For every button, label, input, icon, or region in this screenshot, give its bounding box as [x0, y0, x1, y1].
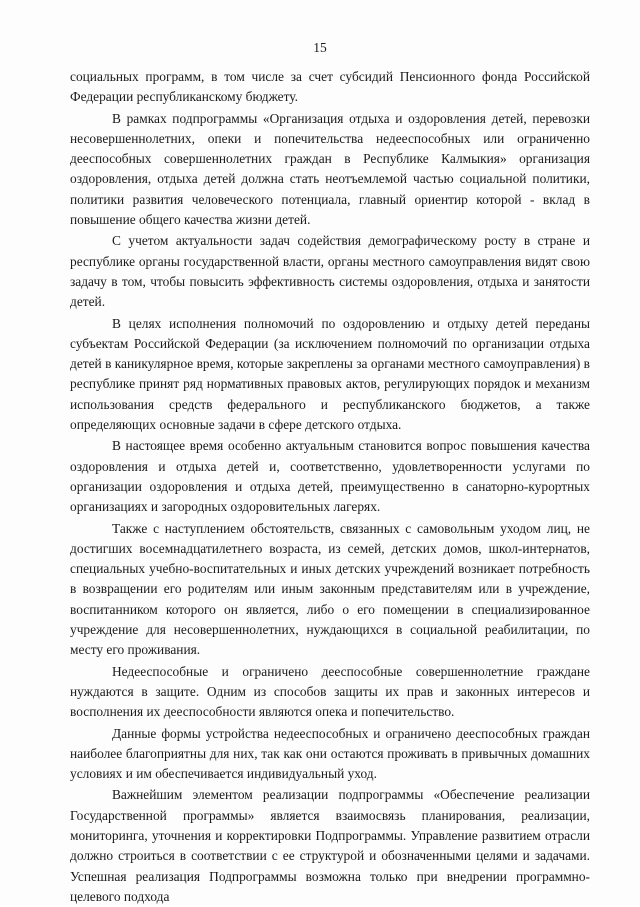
- paragraph-runaway-minors: Также с наступлением обстоятельств, связанных с самовольным уходом лиц, не достигших восемнадцатилетнего возраста, из семей, детских домов, школ-интернатов, специальных учебно-воспитательных и иных детских учреждений возникает потребность в возвращении его родителям или иным законным представителям или в учреждение, воспитанником которого он является, либо о его помещении в специализированное учреждение для несовершеннолетних, нуждающихся в социальной реабилитации, по месту его проживания.: [70, 520, 590, 658]
- paragraph-incapacitated-citizens: Недееспособные и ограничено дееспособные совершеннолетние граждане нуждаются в защите. Одним из способов защиты их прав и законных интересов и восполнения их дееспособности являются опека и попечительство.: [70, 663, 590, 720]
- paragraph-forms-of-care: Данные формы устройства недееспособных и ограничено дееспособных граждан наиболее благоприятны для них, так как они остаются проживать в привычных домашних условиях и им обеспечивается индивидуальный уход.: [70, 725, 590, 782]
- paragraph-powers-transfer: В целях исполнения полномочий по оздоровлению и отдыху детей переданы субъектам Российской Федерации (за исключением полномочий по организации отдыха детей в каникулярное время, которые закреплены за органами местного самоуправления) в республике принят ряд нормативных правовых актов, регулирующих порядок и механизм использования средств федерального и республиканского бюджетов, а также определяющих основные задачи в сфере детского отдыха.: [70, 315, 590, 433]
- paragraph-demographic-growth: С учетом актуальности задач содействия демографическому росту в стране и республике органы государственной власти, органы местного самоуправления видят свою задачу в том, чтобы повысить эффективность системы оздоровления, отдыха и занятости детей.: [70, 233, 590, 310]
- document-body: [70, 67, 590, 907]
- paragraph-program-management: Важнейшим элементом реализации подпрограммы «Обеспечение реализации Государственной программы» является взаимосвязь планирования, реализации, мониторинга, уточнения и корректировки Подпрограммы. Управление развитием отрасли должно строиться в соответствии с ее структурой и обозначенными целями и задачами. Успешная реализация Подпрограммы возможна только при внедрении программно-целевого подхода: [70, 787, 590, 904]
- paragraph-subprogram-rest: В рамках подпрограммы «Организация отдыха и оздоровления детей, перевозки несовершеннолетних, опеки и попечительства недееспособных или ограниченно дееспособных совершеннолетних граждан в Республике Калмыкия» организация оздоровления, отдыха детей должна стать неотъемлемой частью социальной политики, политики развития человеческого потенциала, главный ориентир которой - вклад в повышение общего качества жизни детей.: [70, 110, 590, 228]
- paragraph-quality-of-rest: В настоящее время особенно актуальным становится вопрос повышения качества оздоровления и отдыха детей и, соответственно, удовлетворенности услугами по организации оздоровления и отдыха детей, преимущественно в санаторно-курортных организациях и загородных оздоровительных лагерях.: [70, 438, 590, 515]
- page-number: 15: [313, 40, 327, 55]
- paragraph-continuation: социальных программ, в том числе за счет субсидий Пенсионного фонда Российской Федерации республиканскому бюджету.: [70, 69, 590, 105]
